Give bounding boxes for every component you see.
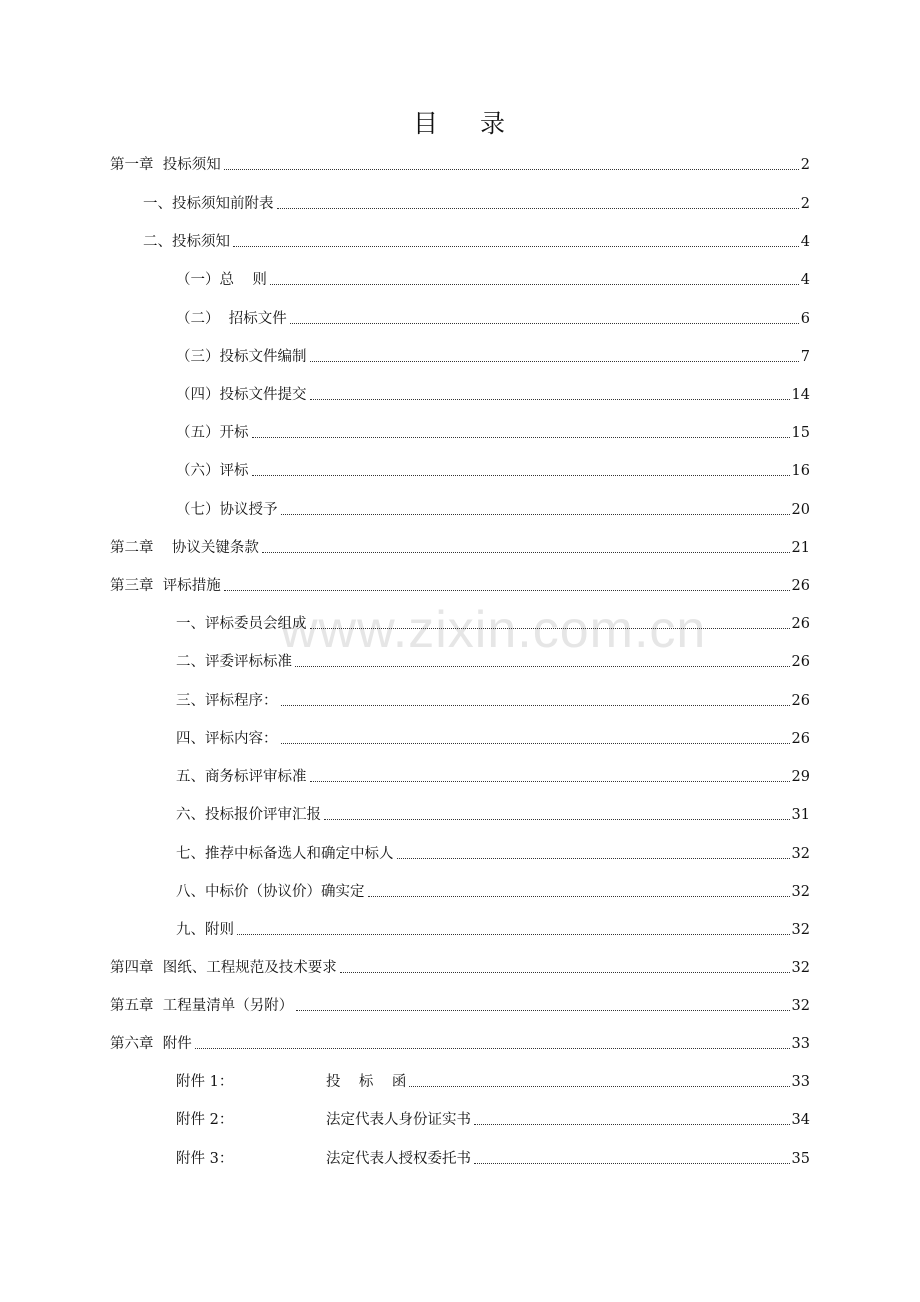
toc-entry-section[interactable] [176, 802, 810, 824]
toc-leader-dots [368, 896, 790, 897]
toc-entry-section[interactable] [176, 649, 810, 671]
toc-entry-label: 五、商务标评审标准 [176, 769, 307, 785]
toc-leader-dots [281, 705, 790, 706]
attachment-number: 附件 2： [176, 1112, 234, 1128]
toc-entry-label: 第六章 附件 [110, 1036, 192, 1052]
toc-entry-chapter-1[interactable] [110, 152, 810, 174]
attachment-name: 法定代表人授权委托书 [326, 1151, 471, 1167]
attachment-number: 附件 1： [176, 1074, 234, 1090]
toc-leader-dots [474, 1124, 790, 1125]
title-part-1: 目 [412, 109, 440, 138]
toc-page-number: 35 [791, 1151, 810, 1167]
toc-entry-section[interactable] [176, 917, 810, 939]
toc-page-number: 31 [791, 807, 810, 823]
toc-entry-label: 六、投标报价评审汇报 [176, 807, 321, 823]
toc-entry-chapter-4[interactable] [110, 955, 810, 977]
toc-entry-section[interactable] [143, 191, 810, 213]
toc-leader-dots [340, 972, 790, 973]
toc-leader-dots [195, 1048, 790, 1049]
toc-leader-dots [324, 819, 790, 820]
toc-entry-section[interactable] [176, 879, 810, 901]
toc-page-number: 32 [791, 960, 810, 976]
attachment-number: 附件 3： [176, 1151, 234, 1167]
toc-entry-attachment[interactable] [176, 1146, 810, 1168]
toc-page-number: 32 [791, 922, 810, 938]
toc-entry-chapter-3[interactable] [110, 573, 810, 595]
toc-entry-subsection[interactable] [176, 267, 810, 289]
toc-leader-dots [262, 552, 790, 553]
toc-page-number: 26 [791, 578, 810, 594]
toc-page-number: 26 [791, 693, 810, 709]
toc-leader-dots [233, 246, 799, 247]
toc-entry-label: （五）开标 [176, 425, 249, 441]
toc-page-number: 16 [791, 463, 810, 479]
toc-entry-label: （七）协议授予 [176, 502, 278, 518]
toc-leader-dots [296, 1010, 789, 1011]
toc-page-number: 32 [791, 846, 810, 862]
toc-leader-dots [252, 475, 790, 476]
toc-page-number: 34 [791, 1112, 810, 1128]
toc-leader-dots [277, 208, 799, 209]
toc-entry-label: 第五章 工程量清单（另附） [110, 998, 294, 1014]
toc-entry-label: 第四章 图纸、工程规范及技术要求 [110, 960, 337, 976]
toc-entry-subsection[interactable] [176, 458, 810, 480]
toc-entry-label: （三）投标文件编制 [176, 349, 307, 365]
toc-entry-label: 三、评标程序： [176, 693, 278, 709]
toc-leader-dots [295, 666, 790, 667]
toc-leader-dots [290, 323, 799, 324]
toc-entry-label: 第三章 评标措施 [110, 578, 221, 594]
toc-leader-dots [409, 1086, 789, 1087]
toc-page-number: 26 [791, 731, 810, 747]
watermark: www.zixin.com.cn [280, 601, 707, 659]
toc-leader-dots [224, 590, 790, 591]
toc-leader-dots [310, 399, 790, 400]
toc-entry-section[interactable] [176, 841, 810, 863]
toc-leader-dots [397, 858, 790, 859]
toc-entry-section[interactable] [176, 611, 810, 633]
toc-page-number: 20 [791, 502, 810, 518]
toc-page-number: 29 [791, 769, 810, 785]
toc-page-number: 26 [791, 616, 810, 632]
toc-entry-attachment[interactable] [176, 1107, 810, 1129]
toc-entry-label: 第二章 协议关键条款 [110, 540, 259, 556]
toc-page-number: 6 [800, 311, 810, 327]
toc-page-number: 14 [791, 387, 810, 403]
toc-entry-attachment[interactable] [176, 1069, 810, 1091]
toc-leader-dots [252, 437, 790, 438]
toc-entry-subsection[interactable] [176, 306, 810, 328]
toc-entry-label: 七、推荐中标备选人和确定中标人 [176, 846, 394, 862]
toc-entry-label: 九、附则 [176, 922, 234, 938]
toc-entry-subsection[interactable] [176, 497, 810, 519]
toc-entry-section[interactable] [176, 688, 810, 710]
toc-page-number: 2 [800, 196, 810, 212]
toc-entry-label: （四）投标文件提交 [176, 387, 307, 403]
toc-entry-chapter-2[interactable] [110, 535, 810, 557]
toc-page-number: 26 [791, 654, 810, 670]
toc-entry-section[interactable] [143, 229, 810, 251]
title-part-2: 录 [480, 109, 508, 138]
toc-entry-label: 一、评标委员会组成 [176, 616, 307, 632]
toc-page-number: 32 [791, 998, 810, 1014]
toc-page-number: 4 [800, 234, 810, 250]
attachment-name: 投 标 函 [326, 1074, 407, 1090]
attachment-name: 法定代表人身份证实书 [326, 1112, 471, 1128]
toc-page-number: 32 [791, 884, 810, 900]
toc-leader-dots [310, 361, 799, 362]
toc-entry-label: 第一章 投标须知 [110, 157, 221, 173]
toc-leader-dots [270, 284, 799, 285]
toc-entry-label: （一）总 则 [176, 272, 267, 288]
toc-page-number: 15 [791, 425, 810, 441]
toc-entry-section[interactable] [176, 726, 810, 748]
toc-entry-label: 一、投标须知前附表 [143, 196, 274, 212]
toc-leader-dots [310, 781, 790, 782]
toc-entry-label: 二、评委评标标准 [176, 654, 292, 670]
toc-leader-dots [237, 934, 790, 935]
toc-entry-label: （二） 招标文件 [176, 311, 287, 327]
toc-leader-dots [281, 743, 790, 744]
toc-page-number: 21 [791, 540, 810, 556]
page-title [0, 104, 920, 140]
toc-leader-dots [224, 169, 799, 170]
toc-entry-section[interactable] [176, 764, 810, 786]
toc-entry-label: 二、投标须知 [143, 234, 230, 250]
toc-entry-chapter-5[interactable] [110, 993, 810, 1015]
toc-entry-subsection[interactable] [176, 344, 810, 366]
toc-page-number: 7 [800, 349, 810, 365]
toc-leader-dots [474, 1163, 790, 1164]
toc-entry-chapter-6[interactable] [110, 1031, 810, 1053]
toc-entry-subsection[interactable] [176, 382, 810, 404]
toc-page-number: 33 [791, 1074, 810, 1090]
toc-page-number: 33 [791, 1036, 810, 1052]
toc-entry-label: （六）评标 [176, 463, 249, 479]
toc-entry-label: 四、评标内容： [176, 731, 278, 747]
toc-leader-dots [310, 628, 790, 629]
toc-page-number: 4 [800, 272, 810, 288]
toc-page-number: 2 [800, 157, 810, 173]
toc-entry-subsection[interactable] [176, 420, 810, 442]
toc-entry-label: 八、中标价（协议价）确实定 [176, 884, 365, 900]
toc-leader-dots [281, 514, 790, 515]
